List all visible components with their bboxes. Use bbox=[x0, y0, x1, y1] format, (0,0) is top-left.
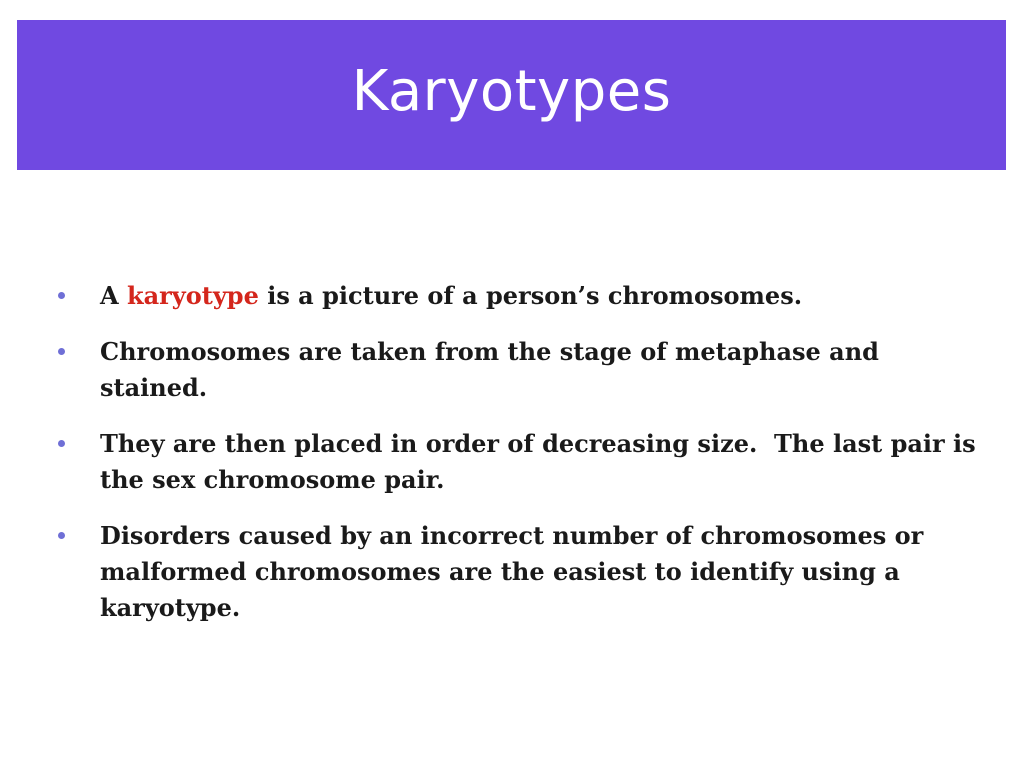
slide-title: Karyotypes bbox=[351, 58, 672, 124]
bullet-text: They are then placed in order of decreasing size. The last pair is the sex chromosome pair. bbox=[100, 429, 985, 494]
title-bar bbox=[17, 20, 1006, 170]
bullet-text: Disorders caused by an incorrect number of chromosomes or malformed chromosomes are the easiest to identify using a karyotype. bbox=[100, 521, 924, 622]
bullet-prefix: A bbox=[100, 281, 127, 310]
bullet-dot-icon bbox=[58, 532, 65, 539]
bullet-dot-icon bbox=[58, 440, 65, 447]
bullet-suffix: is a picture of a person’s chromosomes. bbox=[258, 281, 803, 310]
bullet-list bbox=[58, 278, 993, 646]
bullet-dot-icon bbox=[58, 292, 65, 299]
bullet-item bbox=[58, 426, 993, 498]
bullet-dot-icon bbox=[58, 348, 65, 355]
bullet-highlight-term: karyotype bbox=[126, 281, 259, 310]
bullet-item bbox=[58, 334, 993, 406]
bullet-item bbox=[58, 518, 993, 626]
bullet-item bbox=[58, 278, 993, 314]
bullet-text: Chromosomes are taken from the stage of metaphase and stained. bbox=[100, 337, 879, 402]
